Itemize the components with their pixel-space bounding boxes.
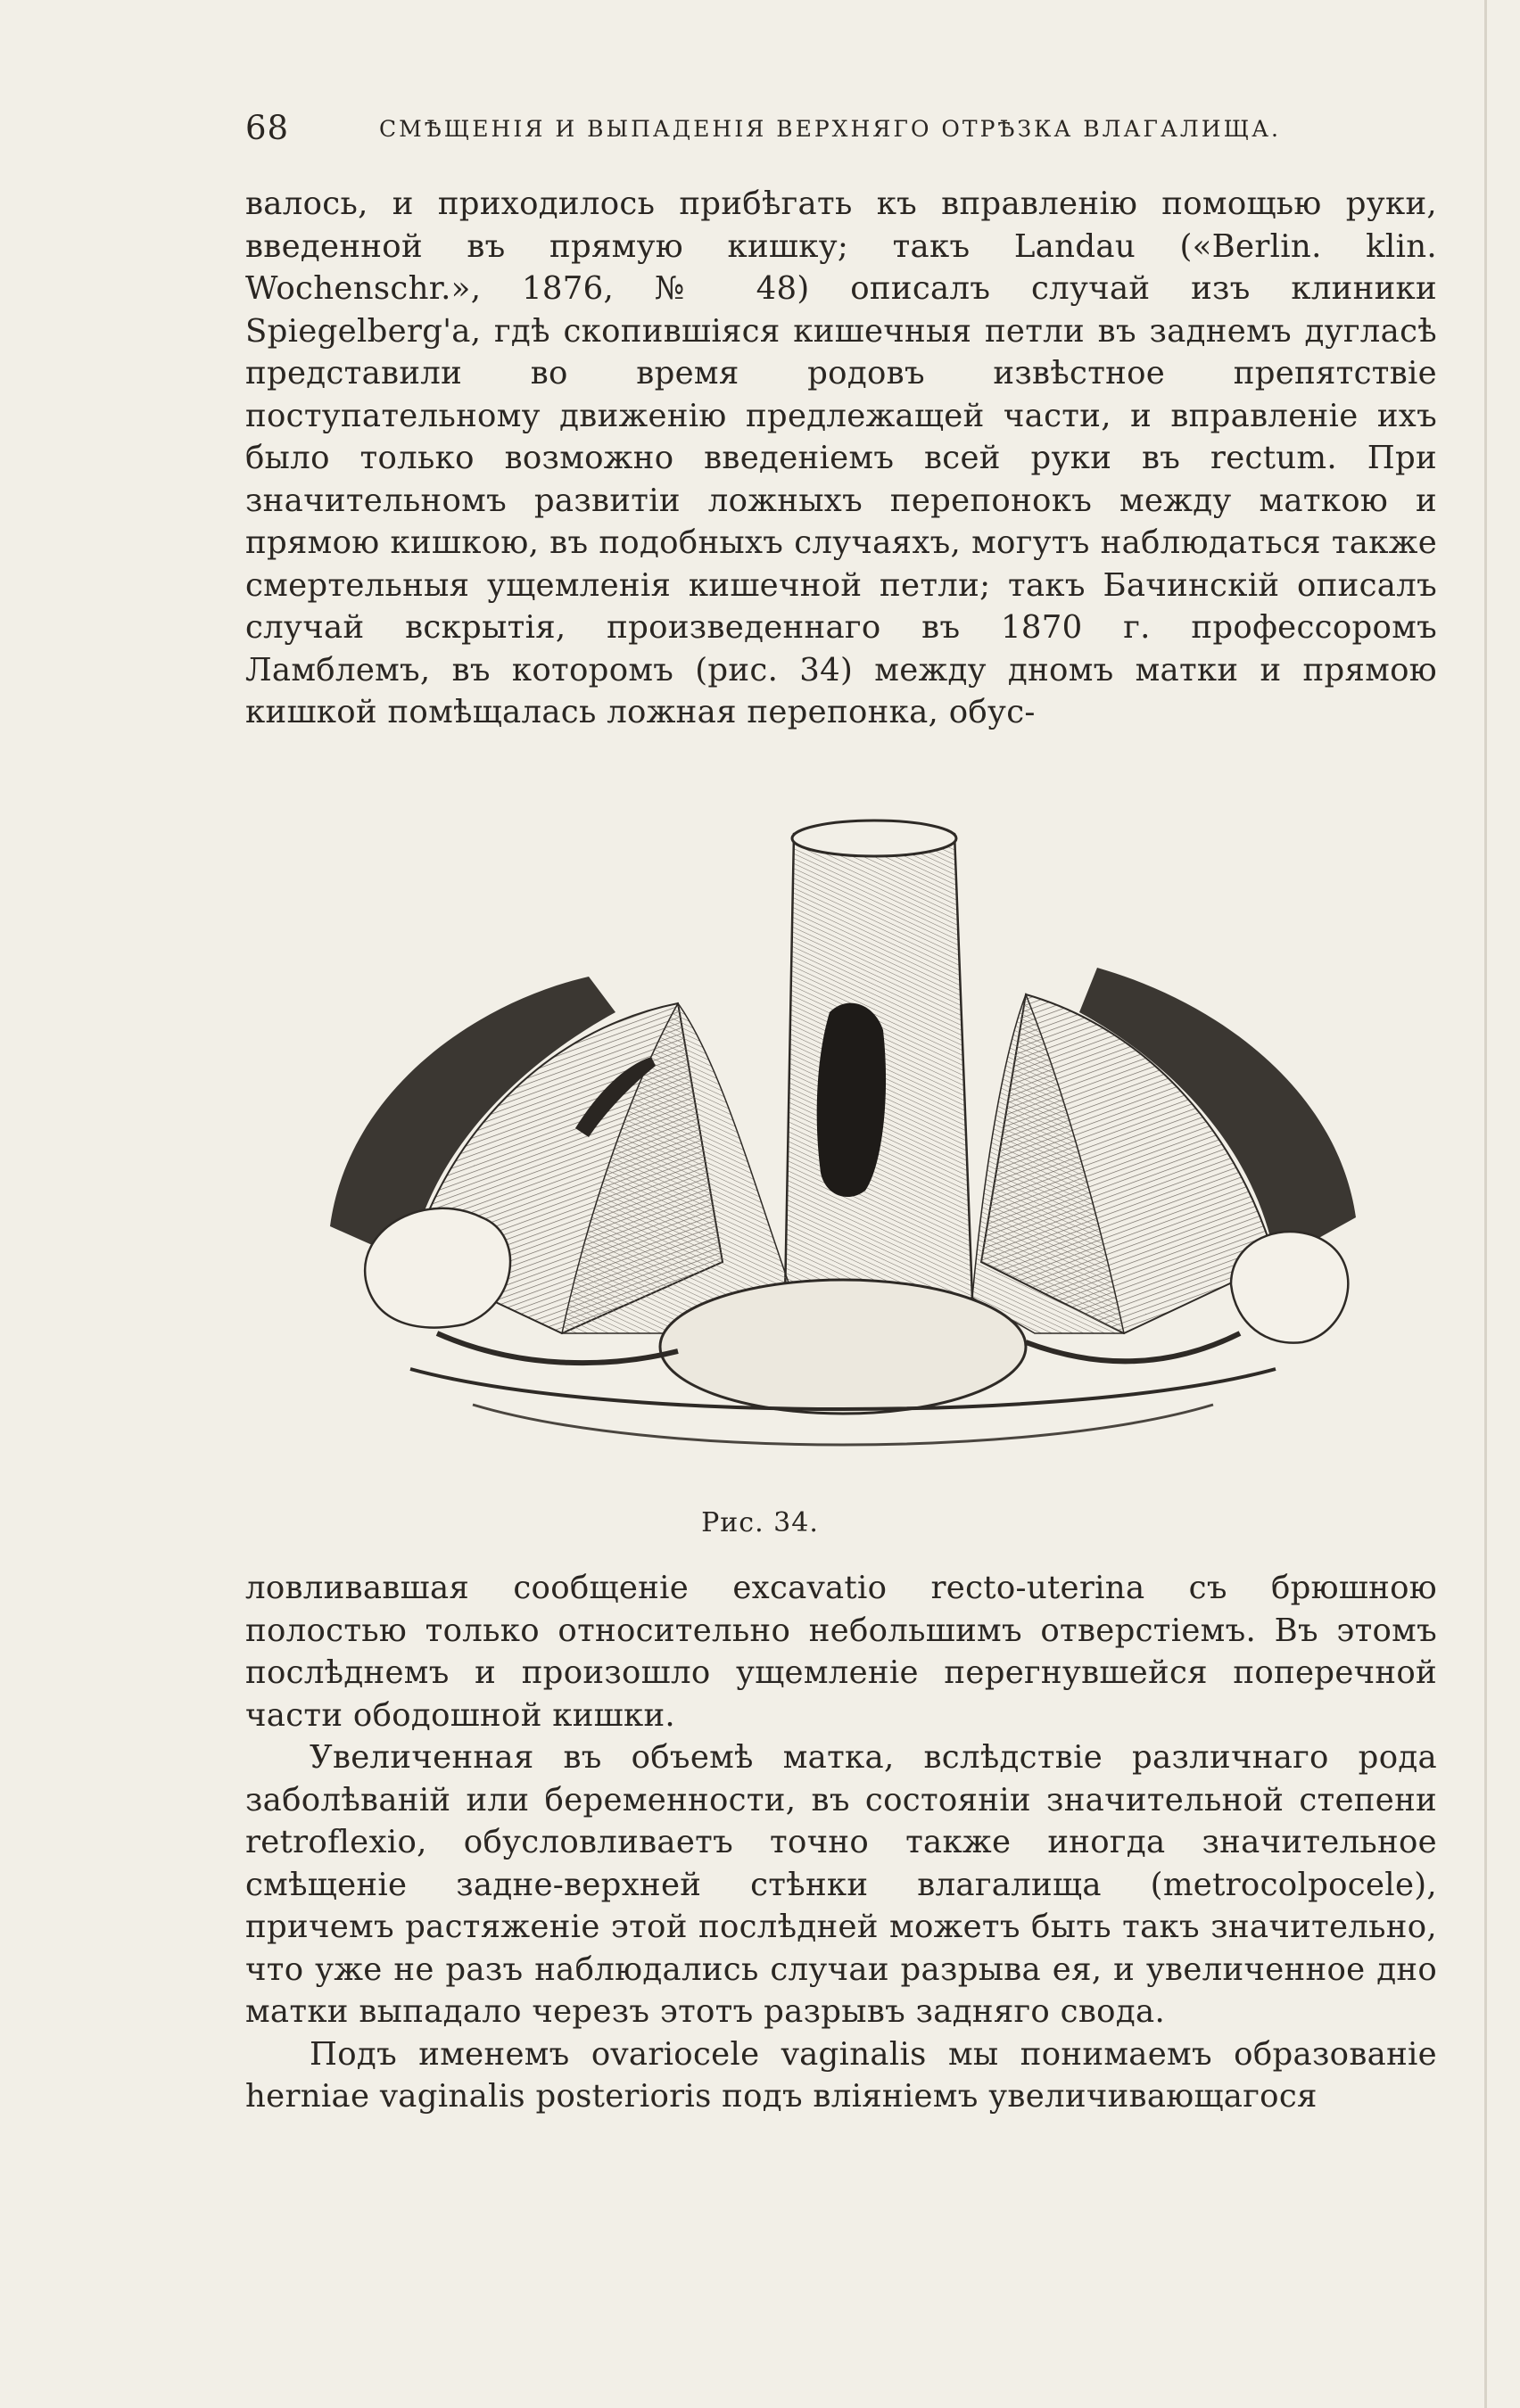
body-text-bottom xyxy=(245,1567,1437,2118)
left-ovary xyxy=(365,1208,510,1328)
paragraph: ловливавшая сообщеніе excavatio recto-uterina съ брюшною полостью только относительно небольшимъ отверстіемъ. Въ этомъ послѣднемъ и произошло ущемленіе перегнувшейся поперечной части ободошной кишки. xyxy=(245,1570,1437,1734)
page-number: 68 xyxy=(245,109,290,147)
left-tube xyxy=(437,1333,678,1363)
anatomical-illustration xyxy=(294,798,1392,1494)
paragraph: Подъ именемъ ovariocele vaginalis мы понимаемъ образованіе herniae vaginalis posterioris подъ вліяніемъ увеличивающагося xyxy=(245,2035,1437,2115)
paragraph: валось, и приходилось прибѣгать къ вправленію помощью руки, введенной въ прямую кишку; такъ Landau («Berlin. klin. Wochenschr.», 1876, № 48) описалъ случай изъ клиники Spiegelberg'а, гдѣ скопившіяся кишечныя петли въ заднемъ дугласѣ представили во время родовъ извѣстное препятствіе поступательному движенію предлежащей части, и вправленіе ихъ было только возможно введеніемъ всей руки въ rectum. При значительномъ развитіи ложныхъ перепонокъ между маткою и прямою кишкою, въ подобныхъ случаяхъ, могутъ наблюдаться также смертельныя ущемленія кишечной петли; такъ Бачинскій описалъ случай вскрытія, произведеннаго въ 1870 г. профессоромъ Ламблемъ, въ которомъ (рис. 34) между дномъ матки и прямою кишкой помѣщалась ложная перепонка, обус- xyxy=(245,186,1437,730)
body-text-top xyxy=(245,183,1437,734)
running-title: СМѢЩЕНІЯ И ВЫПАДЕНІЯ ВЕРХНЯГО ОТРѢЗКА ВЛАГАЛИЩА. xyxy=(379,116,1281,142)
uterus xyxy=(660,1280,1026,1414)
page-header xyxy=(245,109,1437,147)
page-edge xyxy=(1484,0,1487,2408)
paragraph: Увеличенная въ объемѣ матка, вслѣдствіе различнаго рода заболѣваній или беременности, въ состояніи значительной степени retroflexio, обусловливаетъ точно также иногда значительное смѣщеніе задне-верхней стѣнки влагалища (metrocolpocele), причемъ растяженіе этой послѣдней можетъ быть такъ значительно, что уже не разъ наблюдались случаи разрыва ея, и увеличенное дно матки выпадало черезъ этотъ разрывъ задняго свода. xyxy=(245,1739,1437,2030)
right-ovary xyxy=(1231,1232,1348,1343)
figure-caption: Рис. 34. xyxy=(701,1507,819,1538)
rectum-opening xyxy=(792,821,956,856)
right-tube xyxy=(1026,1333,1240,1361)
illustration-svg xyxy=(294,798,1392,1494)
